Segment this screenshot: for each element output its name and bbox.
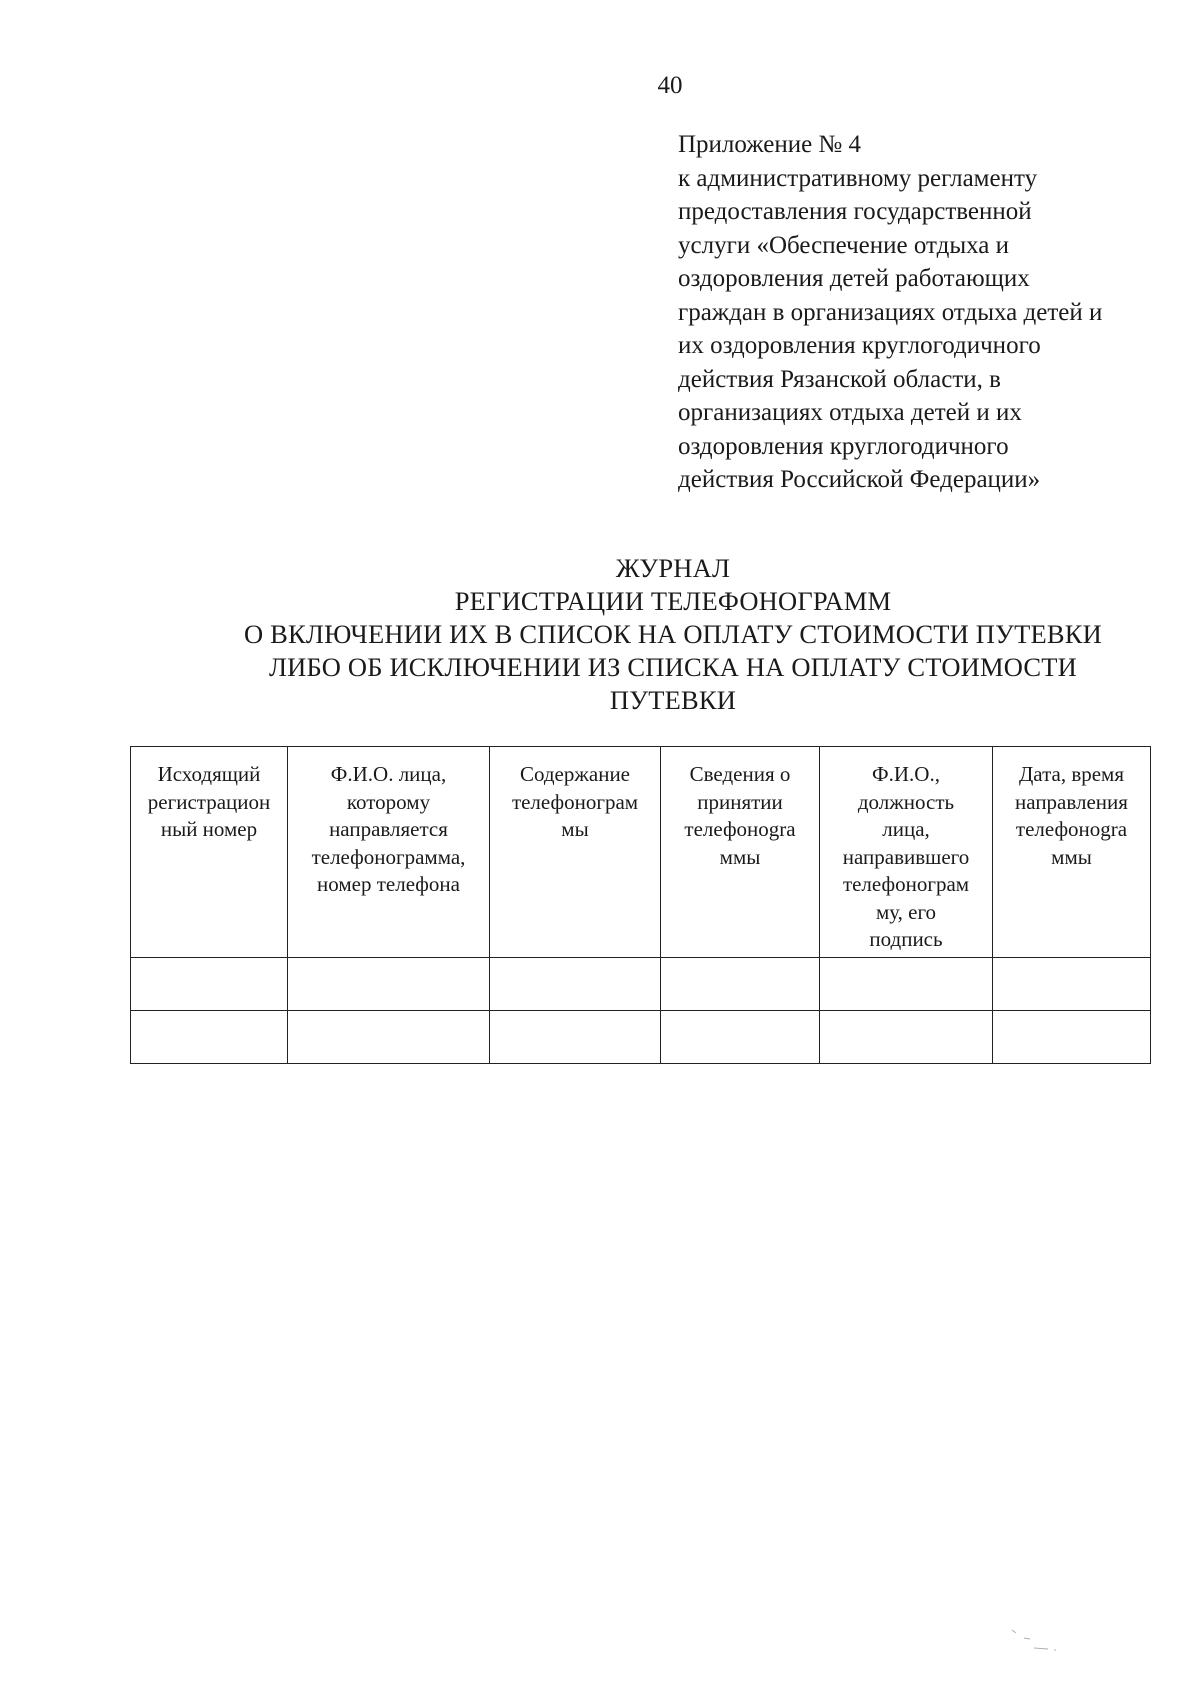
column-header-content: Содержание телефонограм мы (490, 747, 661, 958)
table-cell (820, 1011, 993, 1064)
journal-title-line: ЛИБО ОБ ИСКЛЮЧЕНИИ ИЗ СПИСКА НА ОПЛАТУ СТОИМОСТИ (268, 652, 1078, 682)
column-header-outgoing-number: Исходящий регистрацион ный номер (131, 747, 288, 958)
table-row (131, 1011, 1151, 1064)
table-header-row (131, 747, 1151, 958)
journal-title (160, 552, 1186, 717)
column-header-recipient: Ф.И.О. лица, которому направляется телефонограмма, номер телефона (288, 747, 490, 958)
registration-table (130, 746, 1151, 1064)
appendix-line: предоставления государственной (678, 198, 1032, 225)
table-cell (288, 958, 490, 1011)
appendix-line: действия Российской Федерации» (678, 466, 1041, 493)
journal-title-line: ЖУРНАЛ (615, 553, 731, 583)
appendix-line: граждан в организациях отдыха детей и (678, 298, 1103, 326)
appendix-line: услуги «Обеспечение отдыха и (678, 231, 1010, 259)
table-cell (490, 958, 661, 1011)
table-cell (993, 958, 1151, 1011)
appendix-line: действия Рязанской области, в (678, 365, 1001, 393)
appendix-line: оздоровления круглогодичного (678, 432, 1009, 460)
appendix-line: к административному регламенту (678, 164, 1038, 192)
appendix-line: оздоровления детей работающих (678, 265, 1030, 292)
appendix-note (678, 128, 1178, 497)
appendix-line: их оздоровления круглогодичного (678, 332, 1041, 359)
table-row (131, 958, 1151, 1011)
column-header-sender: Ф.И.О., должность лица, направившего телефонограм му, его подпись (820, 747, 993, 958)
table-cell (820, 958, 993, 1011)
table-cell (131, 1011, 288, 1064)
journal-title-line: РЕГИСТРАЦИИ ТЕЛЕФОНОГРАММ (454, 586, 892, 616)
table-cell (993, 1011, 1151, 1064)
page-number: 40 (657, 72, 683, 99)
table-cell (131, 958, 288, 1011)
column-header-acceptance: Сведения о принятии телефонogra ммы (661, 747, 820, 958)
table-cell (490, 1011, 661, 1064)
column-header-datetime: Дата, время направления телефонogra ммы (993, 747, 1151, 958)
table-cell (661, 958, 820, 1011)
journal-title-line: ПУТЕВКИ (609, 685, 737, 715)
table-cell (288, 1011, 490, 1064)
appendix-line: организациях отдыха детей и их (678, 399, 1022, 426)
journal-title-line: О ВКЛЮЧЕНИИ ИХ В СПИСОК НА ОПЛАТУ СТОИМОСТИ ПУТЕВКИ (244, 619, 1102, 649)
appendix-line: Приложение № 4 (678, 131, 862, 158)
scan-artifact-icon (1010, 1626, 1060, 1656)
table-cell (661, 1011, 820, 1064)
